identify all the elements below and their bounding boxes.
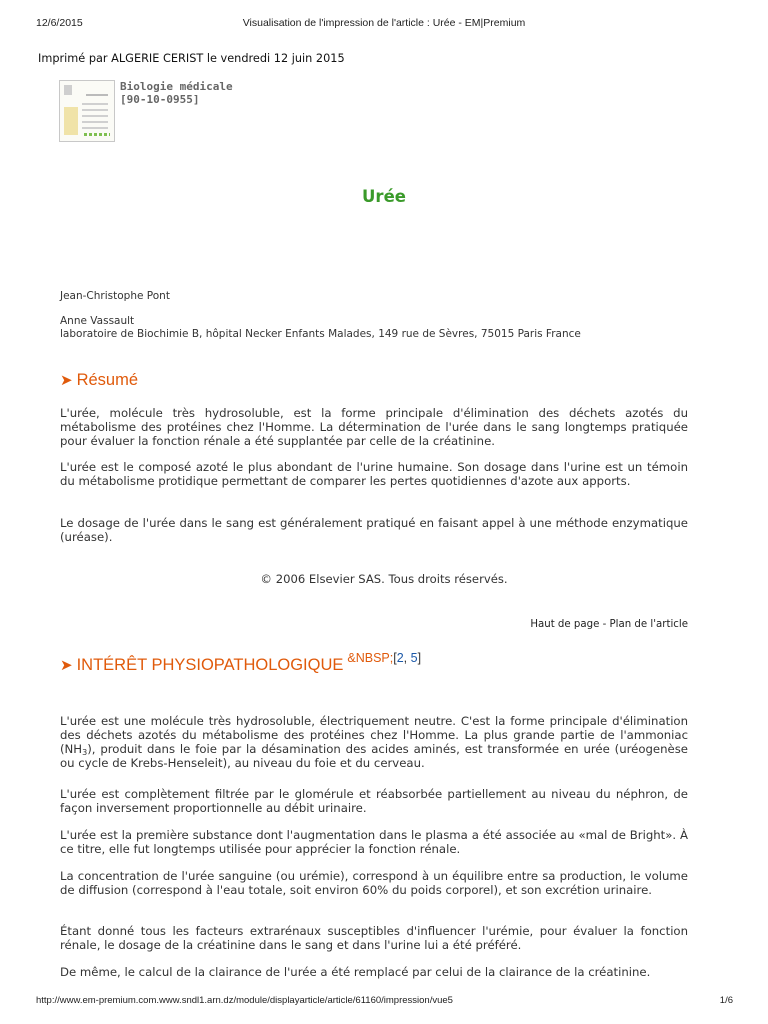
author-1: Jean-Christophe Pont <box>60 290 170 302</box>
section-heading-resume <box>60 371 138 390</box>
book-reference: [90-10-0955] <box>120 93 200 106</box>
print-header <box>0 17 768 31</box>
book-title-link[interactable]: Biologie médicale <box>120 80 233 93</box>
print-page-title: Visualisation de l'impression de l'article : Urée - EM|Premium <box>242 17 526 29</box>
author-2: Anne Vassault <box>60 315 135 327</box>
book-info <box>120 80 233 106</box>
interet-paragraph: L'urée est complètement filtrée par le glomérule et réabsorbée partiellement au niveau du néphron, de façon inversement proportionnelle au débit urinaire. <box>60 787 688 815</box>
resume-heading-text: Résumé <box>76 371 139 389</box>
interet-heading-text: INTÉRÊT PHYSIOPATHOLOGIQUE <box>76 656 344 674</box>
resume-paragraph: Le dosage de l'urée dans le sang est généralement pratiqué en faisant appel à une méthode enzymatique (uréase). <box>60 516 688 544</box>
resume-paragraph: L'urée, molécule très hydrosoluble, est la forme principale d'élimination des déchets azotés du métabolisme des protéines chez l'Homme. La détermination de l'urée dans le sang longtemps pratiquée pour évaluer la fonction rénale a été supplantée par celle de la créatinine. <box>60 406 688 448</box>
section-heading-interet <box>60 651 421 675</box>
print-footer <box>0 995 768 1009</box>
article-plan-link[interactable]: Plan de l'article <box>609 619 688 630</box>
interet-paragraph: Étant donné tous les facteurs extrarénaux susceptibles d'influencer l'urémie, pour évaluer la fonction rénale, le dosage de la créatinine dans le sang et dans l'urine lui a été préféré. <box>60 924 688 952</box>
printed-by-line: Imprimé par ALGERIE CERIST le vendredi 12 juin 2015 <box>38 52 345 65</box>
author-affiliation: laboratoire de Biochimie B, hôpital Necker Enfants Malades, 149 rue de Sèvres, 75015 Paris France <box>60 328 581 340</box>
reference-link-2[interactable]: 2 <box>396 651 404 665</box>
nbsp-artifact: &NBSP; <box>347 651 394 665</box>
interet-paragraph: La concentration de l'urée sanguine (ou urémie), correspond à un équilibre entre sa production, le volume de diffusion (correspond à l'eau totale, soit environ 60% du poids corporel), et son excrétion urinaire. <box>60 869 688 897</box>
reference-link-5[interactable]: 5 <box>410 651 418 665</box>
interet-paragraph: L'urée est une molécule très hydrosoluble, électriquement neutre. C'est la forme principale d'élimination des déchets azotés du métabolisme des protéines chez l'Homme. La plus grande partie de l'ammoniac $(NH_3)$, produit dans le foie par la désamination des acides aminés, est transformée en urée (uréogenèse ou cycle de Krebs-Henseleit), au niveau du foie et du cerveau. <box>60 714 688 770</box>
top-of-page-link[interactable]: Haut de page <box>530 619 600 630</box>
arrow-right-icon: ➤ <box>60 657 73 674</box>
copyright-notice: © 2006 Elsevier SAS. Tous droits réservés. <box>260 572 508 586</box>
reference-list: [2, 5] <box>393 651 422 665</box>
print-url: http://www.em-premium.com.www.sndl1.arn.dz/module/displayarticle/article/61160/impression/vue5 <box>36 995 453 1006</box>
interet-paragraph: De même, le calcul de la clairance de l'urée a été remplacé par celui de la clairance de la créatinine. <box>60 965 651 979</box>
resume-paragraph: L'urée est le composé azoté le plus abondant de l'urine humaine. Son dosage dans l'urine est un témoin du métabolisme protidique permettant de comparer les pertes quotidiennes d'azote aux apports. <box>60 460 688 488</box>
article-navigation: Haut de page - Plan de l'article <box>530 619 688 630</box>
article-title: Urée <box>362 187 406 206</box>
arrow-right-icon: ➤ <box>60 372 73 389</box>
interet-paragraph: L'urée est la première substance dont l'augmentation dans le plasma a été associée au «mal de Bright». À ce titre, elle fut longtemps utilisée pour apprécier la fonction rénale. <box>60 828 688 856</box>
book-cover-thumbnail[interactable] <box>59 80 115 142</box>
print-page-number: 1/6 <box>719 995 733 1006</box>
print-date: 12/6/2015 <box>36 17 83 29</box>
